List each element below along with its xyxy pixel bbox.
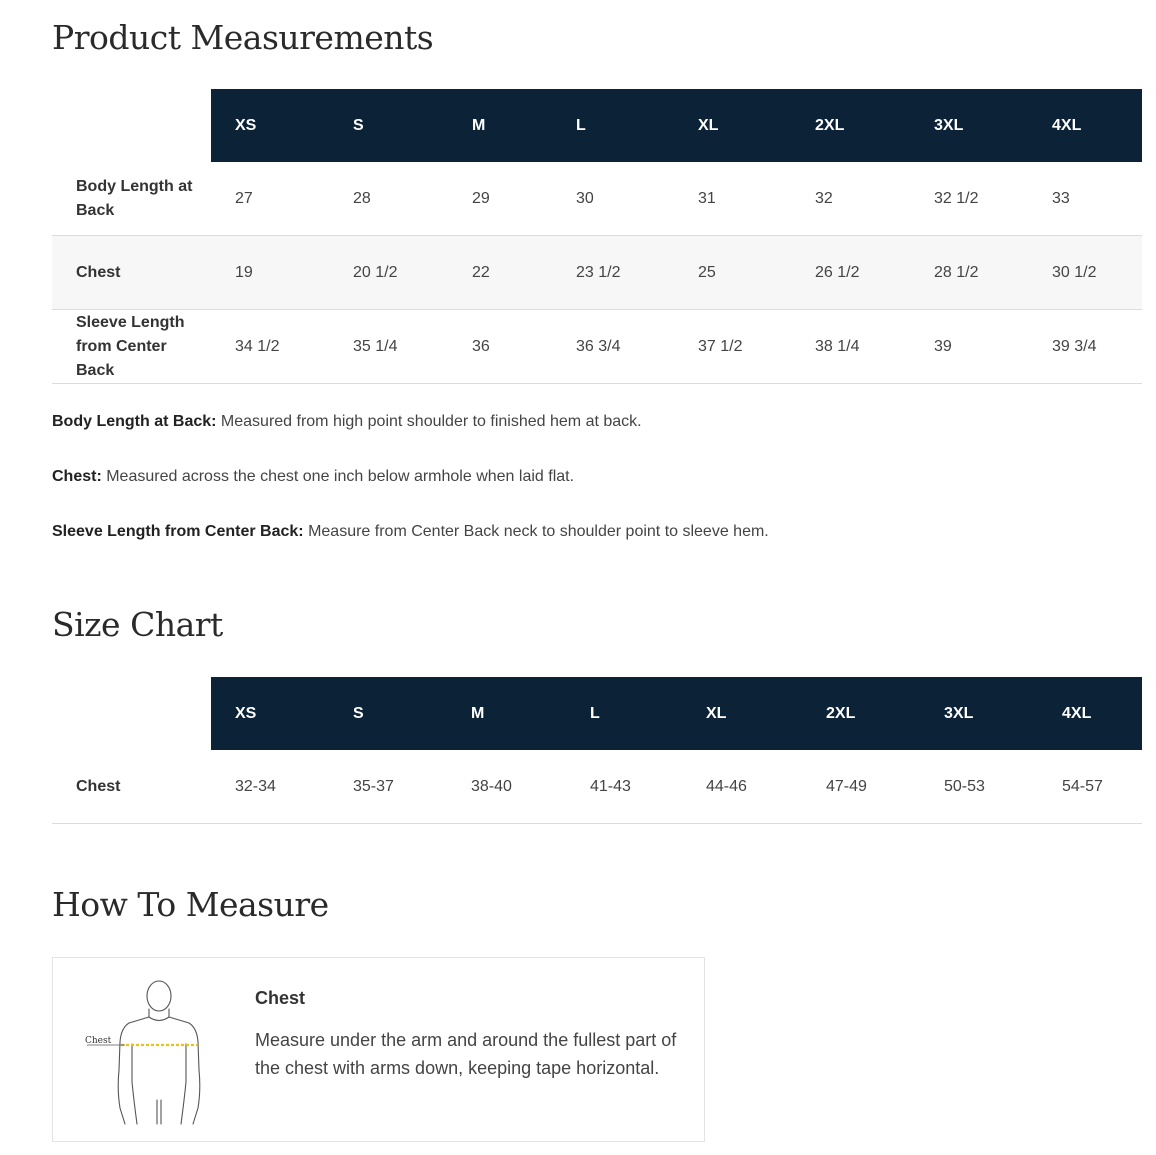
measure-card-chest: [52, 957, 705, 1142]
size-chart-table: [52, 677, 1142, 824]
size-chart-title: Size Chart: [52, 605, 223, 644]
size-header-4xl: 4XL: [1028, 89, 1142, 162]
table-cell: 27: [211, 162, 329, 236]
table-cell: 50-53: [920, 750, 1038, 824]
size-header-3xl: 3XL: [920, 677, 1038, 750]
table-cell: 20 1/2: [329, 236, 448, 310]
table-cell: 28 1/2: [910, 236, 1028, 310]
note-sleeve-length: [52, 523, 769, 541]
size-header-3xl: 3XL: [910, 89, 1028, 162]
card-description: Measure under the arm and around the fullest part of the chest with arms down, keeping tape horizontal.: [255, 1030, 677, 1078]
note-body-length: [52, 413, 642, 431]
row-label: Chest: [52, 750, 211, 824]
size-header-s: S: [329, 89, 448, 162]
table-cell: 23 1/2: [552, 236, 674, 310]
size-header-l: L: [552, 89, 674, 162]
note-term: Chest:: [52, 468, 102, 485]
size-header-xl: XL: [674, 89, 791, 162]
note-text: Measure from Center Back neck to shoulder point to sleeve hem.: [303, 523, 769, 540]
table-cell: 30: [552, 162, 674, 236]
table-cell: 30 1/2: [1028, 236, 1142, 310]
table-cell: 31: [674, 162, 791, 236]
table-cell: 19: [211, 236, 329, 310]
table-cell: 32 1/2: [910, 162, 1028, 236]
table-cell: 26 1/2: [791, 236, 910, 310]
row-label: Chest: [52, 236, 211, 310]
size-header-m: M: [447, 677, 566, 750]
row-label: Sleeve Length from Center Back: [52, 310, 211, 384]
header-corner-cell: [52, 677, 211, 750]
body-figure: [79, 972, 239, 1132]
table-cell: 25: [674, 236, 791, 310]
body-outline-icon: [79, 972, 239, 1132]
size-header-m: M: [448, 89, 552, 162]
size-header-xs: XS: [211, 89, 329, 162]
table-row-body-length: [52, 162, 1142, 236]
table-cell: 44-46: [682, 750, 802, 824]
table-row-chest: [52, 236, 1142, 310]
size-header-4xl: 4XL: [1038, 677, 1142, 750]
table-cell: 36 3/4: [552, 310, 674, 384]
table-cell: 34 1/2: [211, 310, 329, 384]
note-term: Body Length at Back:: [52, 413, 217, 430]
table-cell: 38 1/4: [791, 310, 910, 384]
table-cell: 32: [791, 162, 910, 236]
table-cell: 32-34: [211, 750, 329, 824]
card-title: Chest: [255, 988, 306, 1008]
product-measurements-title: Product Measurements: [52, 18, 434, 57]
table-cell: 54-57: [1038, 750, 1142, 824]
note-chest: [52, 468, 574, 486]
note-text: Measured across the chest one inch below armhole when laid flat.: [101, 468, 575, 485]
table-cell: 38-40: [447, 750, 566, 824]
note-text: Measured from high point shoulder to finished hem at back.: [216, 413, 642, 430]
header-corner-cell: [52, 89, 211, 162]
size-header-xl: XL: [682, 677, 802, 750]
table-cell: 41-43: [566, 750, 682, 824]
table-cell: 28: [329, 162, 448, 236]
size-header-xs: XS: [211, 677, 329, 750]
figure-label-chest: Chest: [85, 1036, 112, 1046]
table-row-sleeve-length: [52, 310, 1142, 384]
size-header-l: L: [566, 677, 682, 750]
table-header-row: [52, 677, 1142, 750]
table-cell: 39 3/4: [1028, 310, 1142, 384]
size-header-2xl: 2XL: [802, 677, 920, 750]
how-to-measure-title: How To Measure: [52, 885, 329, 924]
size-header-s: S: [329, 677, 447, 750]
table-cell: 47-49: [802, 750, 920, 824]
table-header-row: [52, 89, 1142, 162]
product-measurements-table: [52, 89, 1142, 384]
table-cell: 33: [1028, 162, 1142, 236]
table-cell: 37 1/2: [674, 310, 791, 384]
row-label: Body Length at Back: [52, 162, 211, 236]
table-cell: 29: [448, 162, 552, 236]
table-cell: 36: [448, 310, 552, 384]
size-header-2xl: 2XL: [791, 89, 910, 162]
table-cell: 39: [910, 310, 1028, 384]
table-cell: 35 1/4: [329, 310, 448, 384]
note-term: Sleeve Length from Center Back:: [52, 523, 304, 540]
table-cell: 35-37: [329, 750, 447, 824]
table-cell: 22: [448, 236, 552, 310]
table-row-chest: [52, 750, 1142, 824]
